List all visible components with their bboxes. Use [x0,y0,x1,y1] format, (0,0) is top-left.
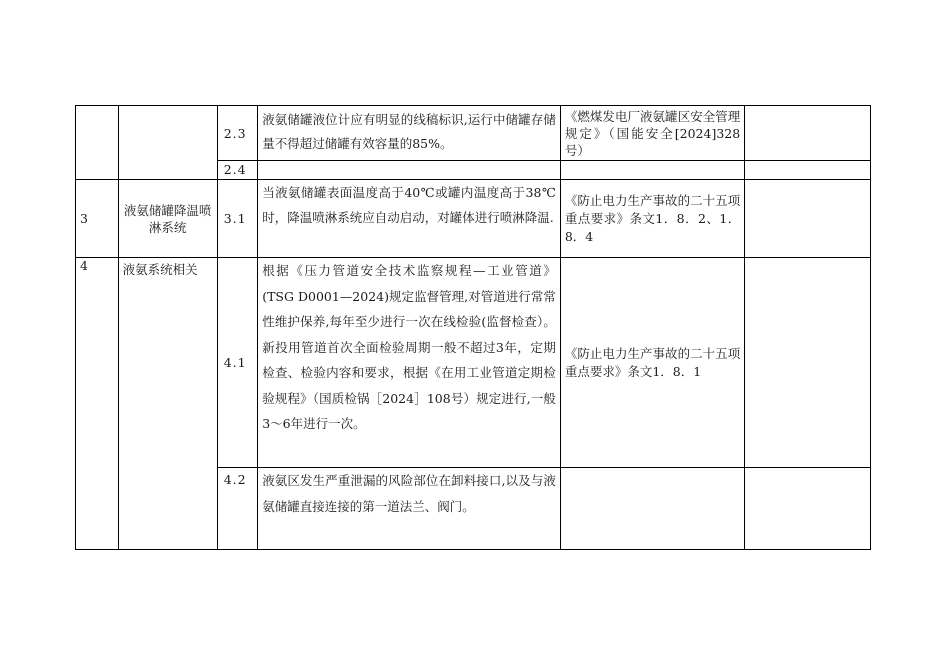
table-row [76,106,871,161]
table-row [76,258,871,468]
note-cell [745,180,871,258]
reference-text: 《防止电力生产事故的二十五项重点要求》条文1．8．2、1．8．4 [560,180,744,258]
sub-clause-number: 2.3 [217,106,257,161]
note-cell [745,161,871,180]
requirement-text: 液氨区发生严重泄漏的风险部位在卸料接口,以及与液氨储罐直接连接的第一道法兰、阀门。 [258,468,561,550]
row-number-cell: 3 [76,180,119,258]
item-name-cell: 液氨系统相关 [118,258,217,550]
note-cell [745,106,871,161]
sub-clause-number: 4.2 [217,468,257,550]
reference-text: 《防止电力生产事故的二十五项重点要求》条文1．8．1 [560,258,744,468]
requirement-text: 根据《压力管道安全技术监察规程—工业管道》(TSG D0001—2024)规定监督管理,对管道进行常常性维护保养,每年至少进行一次在线检验(监督检查）。新投用管道首次全面检验周期一般不超过3年，定期检查、检验内容和要求，根据《在用工业管道定期检验规程》（国质检锅［2024］108号）规定进行,一般3～6年进行一次。 [258,258,561,468]
row-number-cell: 4 [76,258,119,550]
sub-clause-number: 4.1 [217,258,257,468]
requirement-text: 当液氨储罐表面温度高于40℃或罐内温度高于38℃时，降温喷淋系统应自动启动，对罐体进行喷淋降温. [258,180,561,258]
reference-text [560,161,744,180]
sub-clause-number: 3.1 [217,180,257,258]
table-row [76,180,871,258]
note-cell [745,468,871,550]
row-number-cell [76,106,119,180]
requirements-table [75,105,871,550]
reference-text [560,468,744,550]
requirement-text: 液氨储罐液位计应有明显的线稿标识,运行中储罐存储量不得超过储罐有效容量的85%。 [258,106,561,161]
reference-text: 《燃煤发电厂液氨罐区安全管理规定》（国能安全[2024]328号） [560,106,744,161]
item-name-cell: 液氨储罐降温喷淋系统 [118,180,217,258]
item-name-cell [118,106,217,180]
sub-clause-number: 2.4 [217,161,257,180]
note-cell [745,258,871,468]
requirement-text [258,161,561,180]
